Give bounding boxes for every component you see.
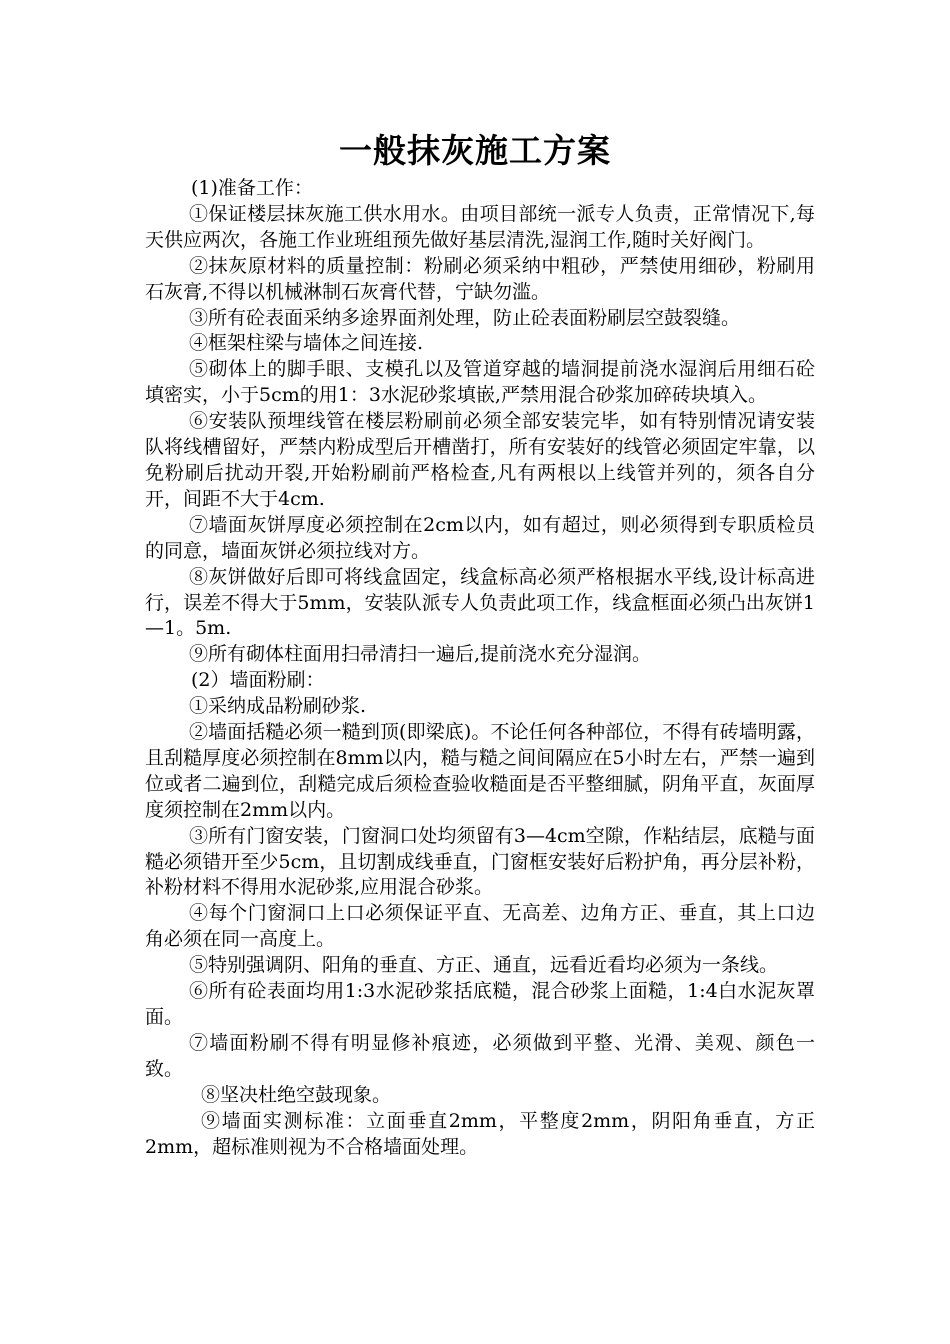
paragraph-wall-item-3: ③所有门窗安装，门窗洞口处均须留有3—4cm空隙，作粘结层，底糙与面糙必须错开至少5cm，且切割成线垂直，门窗框安装好后粉护角，再分层补粉，补粉材料不得用水泥砂浆,应用混合砂浆。 xyxy=(145,824,815,899)
paragraph-wall-item-7: ⑦墙面粉刷不得有明显修补痕迹，必须做到平整、光滑、美观、颜色一致。 xyxy=(145,1031,815,1080)
paragraph-item-7: ⑦墙面灰饼厚度必须控制在2cm以内，如有超过，则必须得到专职质检员的同意，墙面灰饼必须拉线对方。 xyxy=(145,513,815,562)
paragraph-wall-item-4: ④每个门窗洞口上口必须保证平直、无高差、边角方正、垂直，其上口边角必须在同一高度上。 xyxy=(145,902,815,951)
paragraph-wall-item-1: ①采纳成品粉刷砂浆. xyxy=(189,695,367,718)
document-body xyxy=(145,176,815,1160)
document-title: 一般抹灰施工方案 xyxy=(339,131,611,170)
paragraph-item-4: ④框架柱梁与墙体之间连接. xyxy=(189,332,424,355)
paragraph-item-3: ③所有砼表面采纳多途界面剂处理，防止砼表面粉刷层空鼓裂缝。 xyxy=(189,306,741,329)
paragraph-item-5: ⑤砌体上的脚手眼、支模孔以及管道穿越的墙洞提前浇水湿润后用细石砼填密实，小于5cm的用1：3水泥砂浆填嵌,严禁用混合砂浆加碎砖块填入。 xyxy=(145,358,815,407)
paragraph-item-2: ②抹灰原材料的质量控制：粉刷必须采纳中粗砂，严禁使用细砂，粉刷用石灰膏,不得以机械淋制石灰膏代替，宁缺勿滥。 xyxy=(145,254,815,303)
paragraph-wall-item-2: ②墙面括糙必须一糙到顶(即梁底)。不论任何各种部位，不得有砖墙明露，且刮糙厚度必须控制在8mm以内，糙与糙之间间隔应在5小时左右，严禁一遍到位或者二遍到位，刮糙完成后须检查验收糙面是否平整细腻，阴角平直，灰面厚度须控制在2mm以内。 xyxy=(145,721,815,821)
paragraph-wall-item-8: ⑧坚决杜绝空鼓现象。 xyxy=(201,1083,392,1106)
paragraph-item-1: ①保证楼层抹灰施工供水用水。由项目部统一派专人负责，正常情况下,每天供应两次，各施工作业班组预先做好基层清洗,湿润工作,随时关好阀门。 xyxy=(145,202,815,251)
section-heading-wall-plastering: (2）墙面粉刷： xyxy=(191,669,325,692)
paragraph-item-6: ⑥安装队预埋线管在楼层粉刷前必须全部安装完毕，如有特别情况请安装队将线槽留好，严禁内粉成型后开槽凿打，所有安装好的线管必须固定牢靠，以免粉刷后扰动开裂,开始粉刷前严格检查,凡有两根以上线管并列的，须各自分开，间距不大于4cm. xyxy=(145,410,815,510)
section-heading-preparation: (1)准备工作： xyxy=(191,177,313,199)
paragraph-item-9: ⑨所有砌体柱面用扫帚清扫一遍后,提前浇水充分湿润。 xyxy=(189,643,652,666)
paragraph-wall-item-6: ⑥所有砼表面均用1:3水泥砂浆括底糙，混合砂浆上面糙，1:4白水泥灰罩面。 xyxy=(145,980,815,1028)
paragraph-wall-item-5: ⑤特别强调阴、阳角的垂直、方正、通直，远看近看均必须为一条线。 xyxy=(189,954,779,977)
paragraph-wall-item-9: ⑨墙面实测标准：立面垂直2mm，平整度2mm，阴阳角垂直，方正2mm，超标准则视为不合格墙面处理。 xyxy=(145,1109,815,1158)
paragraph-item-8: ⑧灰饼做好后即可将线盒固定，线盒标高必须严格根据水平线,设计标高进行，误差不得大于5mm，安装队派专人负责此项工作，线盒框面必须凸出灰饼1—1。5m. xyxy=(145,565,815,640)
